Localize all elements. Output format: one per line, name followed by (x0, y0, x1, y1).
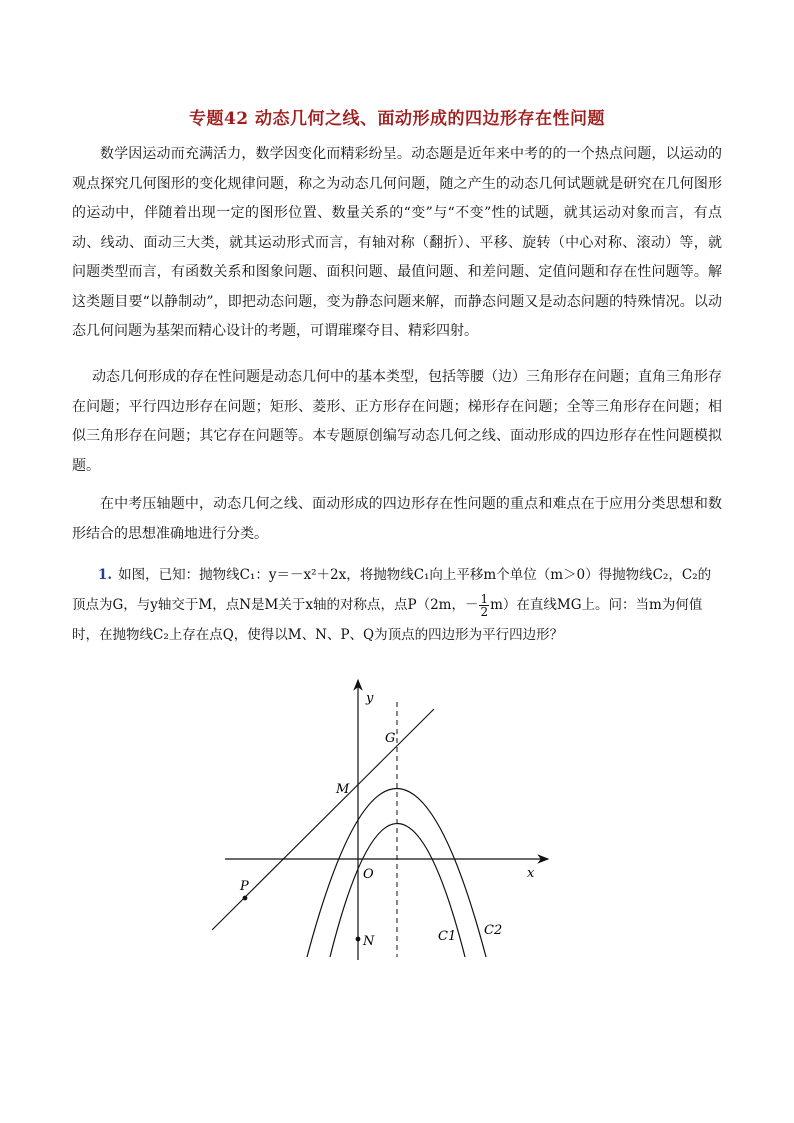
label-n: N (363, 934, 375, 949)
label-p: P (240, 879, 249, 894)
label-origin: O (363, 867, 374, 882)
label-c2: C2 (484, 923, 503, 938)
page-title: 专题42 动态几何之线、面动形成的四边形存在性问题 (188, 109, 606, 129)
fraction-denominator: 2 (480, 605, 489, 619)
label-m: M (336, 782, 350, 797)
parabola-figure (200, 672, 570, 972)
point-p (243, 896, 248, 901)
point-n (356, 937, 361, 942)
fraction (479, 593, 489, 618)
intro-paragraph-3: 在中考压轴题中，动态几何之线、面动形成的四边形存在性问题的重点和难点在于应用分类思想和数形结合的思想准确地进行分类。 (72, 496, 722, 542)
label-x: x (527, 866, 535, 881)
label-c1: C1 (438, 929, 457, 944)
problem-1 (72, 560, 722, 650)
problem-text-b: m）在直线MG上。问：当m为何值时，在抛物线C₂上存在点Q，使得以M、N、P、Q为顶点的四边形为平行四边形？ (72, 597, 703, 643)
label-y: y (366, 691, 374, 706)
intro-paragraph-2: 动态几何形成的存在性问题是动态几何中的基本类型，包括等腰（边）三角形存在问题；直角三角形存在问题；平行四边形存在问题；矩形、菱形、正方形存在问题；梯形存在问题；全等三角形存在问题；相似三角形存在问题；其它存在问题等。本专题原创编写动态几何之线、面动形成的四边形存在性问题模拟题。 (72, 369, 722, 474)
fraction-numerator: 1 (480, 592, 489, 606)
problem-text-a: 如图，已知：抛物线C₁：y＝－x²＋2x，将抛物线C₁向上平移m个单位（m＞0）得抛物线C₂，C₂的顶点为G，与y轴交于M，点N是M关于x轴的对称点，点P（2m，－ (72, 567, 712, 613)
problem-number: 1. (98, 567, 113, 583)
intro-paragraph-1: 数学因运动而充满活力，数学因变化而精彩纷呈。动态题是近年来中考的的一个热点问题，以运动的观点探究几何图形的变化规律问题，称之为动态几何问题，随之产生的动态几何试题就是研究在几何图形的运动中，伴随着出现一定的图形位置、数量关系的“变”与“不变”性的试题，就其运动对象而言，有点动、线动、面动三大类，就其运动形式而言，有轴对称（翻折）、平移、旋转（中心对称、滚动）等，就问题类型而言，有函数关系和图象问题、面积问题、最值问题、和差问题、定值问题和存在性问题等。解这类题目要“以静制动”，即把动态问题，变为静态问题来解，而静态问题又是动态问题的特殊情况。以动态几何问题为基架而精心设计的考题，可谓璀璨夺目、精彩四射。 (72, 146, 722, 339)
label-g: G (385, 731, 396, 746)
